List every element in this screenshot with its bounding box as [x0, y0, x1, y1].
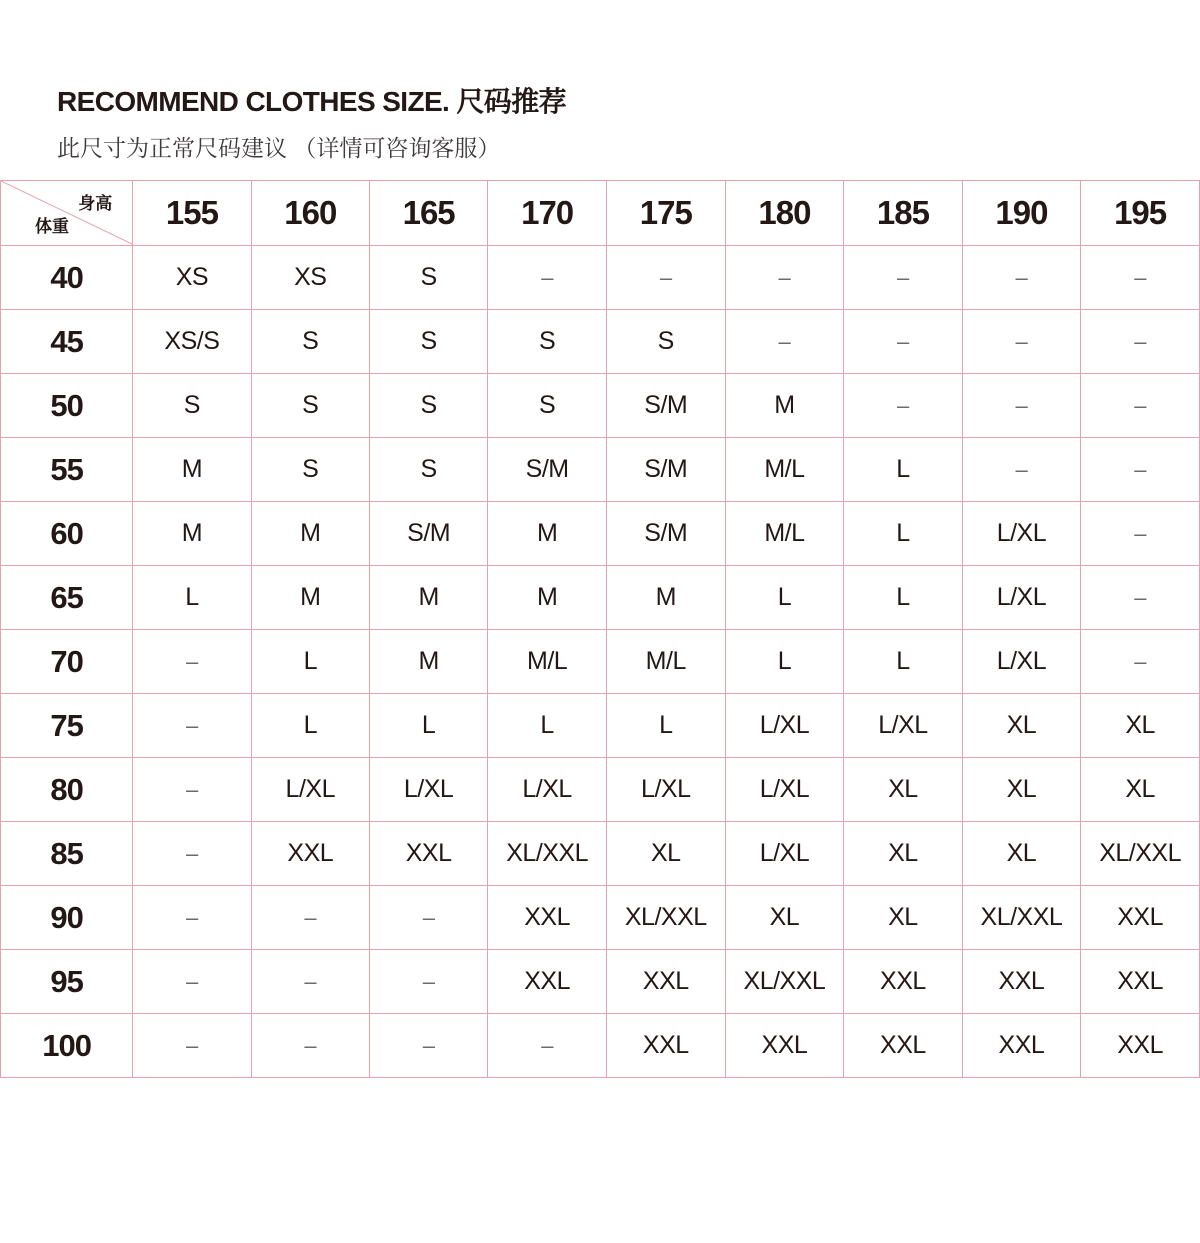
size-cell: XL/XXL: [725, 950, 844, 1014]
table-row: [1, 822, 1200, 886]
size-cell: XL: [606, 822, 725, 886]
size-cell: XL: [844, 758, 962, 822]
weight-header-50: 50: [1, 374, 133, 438]
size-cell: –: [133, 886, 251, 950]
size-cell: M/L: [488, 630, 607, 694]
size-cell: XL/XXL: [488, 822, 607, 886]
size-cell: S: [133, 374, 251, 438]
size-cell: S/M: [606, 438, 725, 502]
table-row: [1, 694, 1200, 758]
size-cell: XXL: [369, 822, 487, 886]
table-row: [1, 374, 1200, 438]
size-cell: –: [133, 1014, 251, 1078]
size-cell: L: [251, 630, 369, 694]
table-row: [1, 886, 1200, 950]
size-cell: –: [844, 374, 962, 438]
weight-header-65: 65: [1, 566, 133, 630]
height-axis-label: 身高: [78, 194, 113, 213]
height-header-185: 185: [844, 181, 962, 246]
size-cell: XL/XXL: [1081, 822, 1200, 886]
size-cell: XL: [725, 886, 844, 950]
weight-header-80: 80: [1, 758, 133, 822]
size-cell: XXL: [488, 950, 607, 1014]
size-cell: L: [251, 694, 369, 758]
size-cell: –: [1081, 310, 1200, 374]
weight-header-70: 70: [1, 630, 133, 694]
size-cell: L: [369, 694, 487, 758]
size-cell: L/XL: [962, 502, 1081, 566]
size-cell: L: [844, 502, 962, 566]
size-cell: –: [488, 1014, 607, 1078]
weight-header-55: 55: [1, 438, 133, 502]
size-cell: XXL: [606, 1014, 725, 1078]
size-cell: XL/XXL: [962, 886, 1081, 950]
size-cell: L/XL: [725, 694, 844, 758]
size-cell: –: [1081, 502, 1200, 566]
size-cell: S: [369, 374, 487, 438]
table-row: [1, 246, 1200, 310]
table-row: [1, 1014, 1200, 1078]
size-cell: M: [369, 566, 487, 630]
table-row: [1, 758, 1200, 822]
size-cell: L/XL: [725, 758, 844, 822]
size-cell: –: [962, 310, 1081, 374]
size-cell: –: [1081, 438, 1200, 502]
size-cell: XL: [844, 886, 962, 950]
size-cell: –: [962, 246, 1081, 310]
size-cell: XL: [844, 822, 962, 886]
weight-axis-label: 体重: [35, 217, 69, 236]
size-cell: M: [133, 502, 251, 566]
size-cell: L: [725, 630, 844, 694]
size-cell: –: [1081, 374, 1200, 438]
size-cell: –: [369, 886, 487, 950]
height-header-160: 160: [251, 181, 369, 246]
size-cell: –: [251, 1014, 369, 1078]
size-cell: –: [725, 246, 844, 310]
weight-header-100: 100: [1, 1014, 133, 1078]
weight-header-85: 85: [1, 822, 133, 886]
size-cell: M: [133, 438, 251, 502]
size-cell: XL: [1081, 758, 1200, 822]
size-cell: S: [251, 438, 369, 502]
size-cell: L/XL: [606, 758, 725, 822]
size-cell: L/XL: [251, 758, 369, 822]
size-cell: L/XL: [488, 758, 607, 822]
size-cell: L: [488, 694, 607, 758]
size-cell: XXL: [962, 950, 1081, 1014]
size-cell: L/XL: [962, 566, 1081, 630]
height-header-165: 165: [369, 181, 487, 246]
table-row: [1, 502, 1200, 566]
weight-header-45: 45: [1, 310, 133, 374]
height-header-170: 170: [488, 181, 607, 246]
size-cell: XS: [251, 246, 369, 310]
size-cell: XXL: [844, 1014, 962, 1078]
size-cell: L/XL: [844, 694, 962, 758]
size-cell: –: [133, 950, 251, 1014]
size-cell: XXL: [488, 886, 607, 950]
table-row: [1, 566, 1200, 630]
size-cell: L/XL: [369, 758, 487, 822]
size-cell: S: [488, 374, 607, 438]
size-cell: –: [133, 758, 251, 822]
size-cell: L/XL: [725, 822, 844, 886]
size-cell: S/M: [488, 438, 607, 502]
size-cell: L: [606, 694, 725, 758]
size-cell: –: [962, 438, 1081, 502]
weight-header-40: 40: [1, 246, 133, 310]
size-cell: XL: [1081, 694, 1200, 758]
size-cell: XXL: [606, 950, 725, 1014]
table-row: [1, 310, 1200, 374]
weight-header-75: 75: [1, 694, 133, 758]
size-cell: M: [251, 566, 369, 630]
size-cell: –: [725, 310, 844, 374]
size-cell: –: [962, 374, 1081, 438]
size-cell: M: [369, 630, 487, 694]
size-chart-table: [0, 180, 1200, 1078]
size-cell: XXL: [844, 950, 962, 1014]
weight-header-95: 95: [1, 950, 133, 1014]
size-cell: M/L: [606, 630, 725, 694]
size-cell: –: [369, 950, 487, 1014]
table-row: [1, 950, 1200, 1014]
size-cell: S: [251, 374, 369, 438]
size-cell: –: [133, 630, 251, 694]
table-row: [1, 630, 1200, 694]
size-cell: –: [133, 822, 251, 886]
size-cell: L: [725, 566, 844, 630]
size-cell: M/L: [725, 438, 844, 502]
size-cell: XXL: [251, 822, 369, 886]
weight-header-60: 60: [1, 502, 133, 566]
size-cell: –: [1081, 566, 1200, 630]
size-cell: S: [606, 310, 725, 374]
size-cell: XXL: [1081, 1014, 1200, 1078]
size-cell: S/M: [369, 502, 487, 566]
size-cell: XS/S: [133, 310, 251, 374]
height-header-row: [1, 181, 1200, 246]
size-cell: S: [369, 246, 487, 310]
height-header-195: 195: [1081, 181, 1200, 246]
size-cell: –: [488, 246, 607, 310]
size-cell: M: [606, 566, 725, 630]
size-chart-body: [1, 246, 1200, 1078]
size-cell: L/XL: [962, 630, 1081, 694]
size-cell: L: [844, 566, 962, 630]
height-header-155: 155: [133, 181, 251, 246]
page-subtitle: 此尺寸为正常尺码建议 （详情可咨询客服）: [57, 135, 501, 161]
size-cell: –: [251, 886, 369, 950]
size-cell: S: [369, 438, 487, 502]
size-cell: –: [844, 310, 962, 374]
size-cell: –: [251, 950, 369, 1014]
size-cell: –: [844, 246, 962, 310]
size-cell: –: [369, 1014, 487, 1078]
size-cell: S/M: [606, 502, 725, 566]
size-cell: L: [133, 566, 251, 630]
size-cell: M: [251, 502, 369, 566]
size-cell: M: [725, 374, 844, 438]
corner-cell: [1, 181, 133, 246]
size-cell: XXL: [1081, 886, 1200, 950]
height-header-190: 190: [962, 181, 1081, 246]
size-cell: M/L: [725, 502, 844, 566]
weight-header-90: 90: [1, 886, 133, 950]
size-cell: –: [133, 694, 251, 758]
size-cell: M: [488, 502, 607, 566]
size-cell: XL: [962, 758, 1081, 822]
size-cell: S/M: [606, 374, 725, 438]
size-cell: M: [488, 566, 607, 630]
size-cell: XL: [962, 694, 1081, 758]
size-cell: –: [1081, 630, 1200, 694]
size-cell: S: [251, 310, 369, 374]
size-cell: S: [488, 310, 607, 374]
size-cell: XL/XXL: [606, 886, 725, 950]
page-title: RECOMMEND CLOTHES SIZE. 尺码推荐: [57, 86, 566, 117]
size-cell: –: [1081, 246, 1200, 310]
size-cell: L: [844, 630, 962, 694]
size-cell: XS: [133, 246, 251, 310]
size-cell: XXL: [962, 1014, 1081, 1078]
size-cell: –: [606, 246, 725, 310]
height-header-180: 180: [725, 181, 844, 246]
table-row: [1, 438, 1200, 502]
size-cell: XL: [962, 822, 1081, 886]
size-cell: XXL: [725, 1014, 844, 1078]
size-cell: L: [844, 438, 962, 502]
size-cell: S: [369, 310, 487, 374]
height-header-175: 175: [606, 181, 725, 246]
size-cell: XXL: [1081, 950, 1200, 1014]
